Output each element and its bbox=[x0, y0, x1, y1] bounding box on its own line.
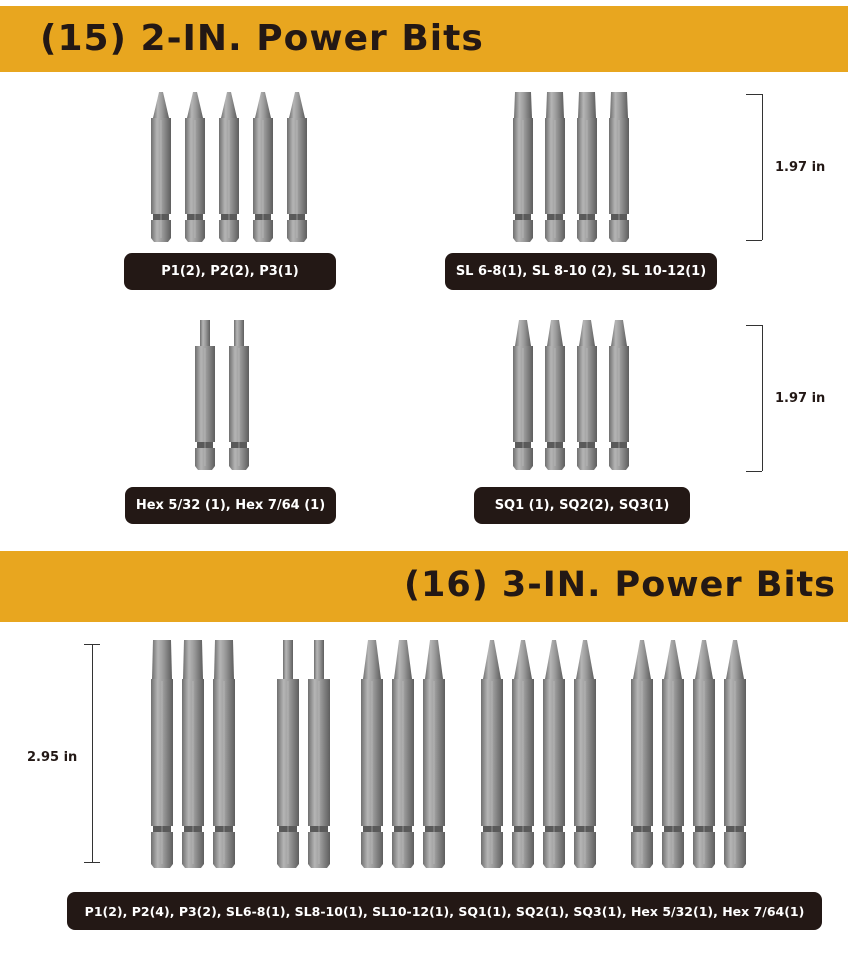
bit-group-square-2in-icon bbox=[512, 320, 642, 472]
bit-group-phillips-2in-icon bbox=[150, 92, 310, 244]
phillips-bit-icon bbox=[512, 640, 534, 868]
phillips-bit-icon bbox=[481, 640, 503, 868]
phillips-bit-icon bbox=[662, 640, 684, 868]
slotted-bit-icon bbox=[577, 92, 597, 242]
hex-bit-icon bbox=[277, 640, 299, 868]
square-bit-icon bbox=[392, 640, 414, 868]
hex-bit-icon bbox=[308, 640, 330, 868]
slotted-bit-icon bbox=[182, 640, 204, 868]
square-bit-icon bbox=[545, 320, 565, 470]
bits-phillips-2in bbox=[150, 92, 310, 244]
slotted-bit-icon bbox=[513, 92, 533, 242]
phillips-bit-icon bbox=[631, 640, 653, 868]
phillips-bit-icon bbox=[724, 640, 746, 868]
bit-group-slotted-2in-icon bbox=[512, 92, 642, 244]
label-3in: P1(2), P2(4), P3(2), SL6-8(1), SL8-10(1), SL10-12(1), SQ1(1), SQ2(1), SQ3(1), Hex 5/32(1), Hex 7/64(1) bbox=[67, 892, 822, 930]
length-label-3in: 2.95 in bbox=[27, 750, 78, 765]
label-hex-2in: Hex 5/32 (1), Hex 7/64 (1) bbox=[125, 487, 336, 524]
slotted-bit-icon bbox=[545, 92, 565, 242]
phillips-bit-icon bbox=[219, 92, 239, 242]
slotted-bit-icon bbox=[151, 640, 173, 868]
slotted-bit-icon bbox=[213, 640, 235, 868]
bits-hex-2in bbox=[194, 320, 260, 472]
hex-bit-icon bbox=[195, 320, 215, 470]
bits-3in bbox=[150, 640, 756, 870]
label-square-2in: SQ1 (1), SQ2(2), SQ3(1) bbox=[474, 487, 690, 524]
slotted-bit-icon bbox=[609, 92, 629, 242]
bits-slotted-2in bbox=[512, 92, 642, 244]
bit-group-hex-2in-icon bbox=[194, 320, 260, 472]
bits-square-2in bbox=[512, 320, 642, 472]
hex-bit-icon bbox=[229, 320, 249, 470]
phillips-bit-icon bbox=[287, 92, 307, 242]
square-bit-icon bbox=[609, 320, 629, 470]
phillips-bit-icon bbox=[253, 92, 273, 242]
phillips-bit-icon bbox=[574, 640, 596, 868]
label-phillips-2in: P1(2), P2(2), P3(1) bbox=[124, 253, 336, 290]
phillips-bit-icon bbox=[693, 640, 715, 868]
bit-group-3in-icon bbox=[150, 640, 756, 870]
phillips-bit-icon bbox=[543, 640, 565, 868]
phillips-bit-icon bbox=[185, 92, 205, 242]
length-label-bottom-2in: 1.97 in bbox=[775, 391, 826, 406]
section-2in-banner bbox=[0, 6, 848, 72]
phillips-bit-icon bbox=[151, 92, 171, 242]
section-2in-title: (15) 2-IN. Power Bits bbox=[40, 18, 484, 59]
length-label-top-2in: 1.97 in bbox=[775, 160, 826, 175]
square-bit-icon bbox=[361, 640, 383, 868]
label-slotted-2in: SL 6-8(1), SL 8-10 (2), SL 10-12(1) bbox=[445, 253, 717, 290]
section-3in-title: (16) 3-IN. Power Bits bbox=[404, 565, 837, 605]
square-bit-icon bbox=[577, 320, 597, 470]
section-3in-banner bbox=[0, 551, 848, 622]
square-bit-icon bbox=[513, 320, 533, 470]
square-bit-icon bbox=[423, 640, 445, 868]
